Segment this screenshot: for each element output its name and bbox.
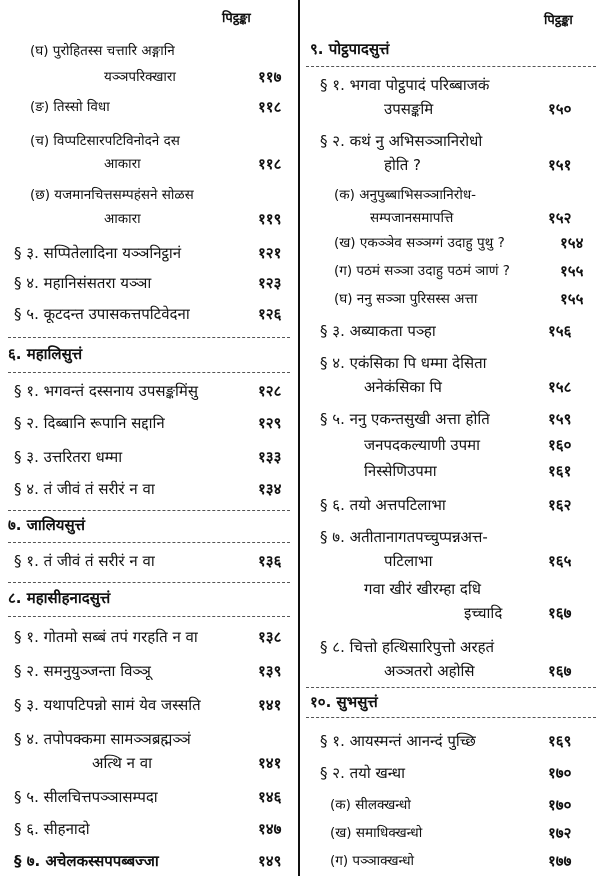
page-number: १५१ bbox=[548, 156, 572, 174]
toc-entry: अत्थि न वा bbox=[92, 754, 152, 772]
toc-entry: § ५. कूटदन्त उपासकत्तपटिवेदना bbox=[14, 305, 190, 323]
page-number: १२३ bbox=[258, 274, 282, 292]
toc-entry: § ३. उत्तरितरा धम्मा bbox=[14, 448, 123, 466]
page-number: १३३ bbox=[258, 448, 282, 466]
page-number: १६० bbox=[548, 436, 572, 454]
toc-entry: § ४. तपोपक्कमा सामञ्ञब्रह्मञ्ञं bbox=[14, 730, 191, 748]
toc-entry: § ३. अब्याकता पञ्हा bbox=[320, 322, 436, 340]
page-number: १४७ bbox=[258, 820, 282, 838]
section-rule bbox=[306, 66, 596, 67]
page-number: १५४ bbox=[560, 234, 584, 252]
toc-entry: (ग) पठमं सञ्ञा उदाहु पठमं ञाणं ? bbox=[334, 263, 510, 279]
section-rule bbox=[306, 687, 596, 688]
page-number: १२६ bbox=[258, 305, 282, 323]
toc-entry: § २. तयो खन्धा bbox=[320, 764, 406, 782]
toc-entry: § २. कथं नु अभिसञ्ञानिरोधो bbox=[320, 132, 483, 150]
toc-entry: § ८. चित्तो हत्थिसारिपुत्तो अरहतं bbox=[320, 638, 495, 656]
toc-entry: § ३. यथापटिपन्नो सामं येव जस्सति bbox=[14, 696, 201, 714]
section-rule bbox=[8, 616, 290, 617]
page-number: ११८ bbox=[258, 155, 282, 173]
toc-entry: अञ्ञतरो अहोसि bbox=[384, 662, 475, 680]
section-rule bbox=[8, 510, 290, 511]
toc-entry: (घ) पुरोहितस्स चत्तारि अङ्गानि bbox=[30, 43, 175, 59]
section-rule bbox=[8, 582, 290, 583]
toc-entry: गवा खीरं खीरम्हा दधि bbox=[364, 580, 482, 598]
sutta-heading: ७. जालियसुत्तं bbox=[8, 516, 85, 534]
page-number: १७२ bbox=[548, 824, 572, 842]
page-number: १७० bbox=[548, 796, 572, 814]
toc-entry: (घ) ननु सञ्ञा पुरिसस्स अत्ता bbox=[334, 291, 478, 307]
page-number: १५५ bbox=[560, 262, 584, 280]
page-number: १३९ bbox=[258, 662, 282, 680]
toc-entry: § १. गोतमो सब्बं तपं गरहति न वा bbox=[14, 628, 198, 646]
page-number: १३८ bbox=[258, 628, 282, 646]
toc-entry: § ७. अतीतानागतपच्चुप्पन्नअत्त- bbox=[320, 528, 488, 546]
toc-entry: § ५. ननु एकन्तसुखी अत्ता होति bbox=[320, 410, 490, 428]
toc-entry: § ४. एकंसिका पि धम्मा देसिता bbox=[320, 354, 487, 372]
toc-entry: § ७. अचेलकस्सपपब्बज्जा bbox=[14, 852, 159, 870]
page-number: १४१ bbox=[258, 696, 282, 714]
page-number: १२९ bbox=[258, 414, 282, 432]
toc-entry: § १. भगवा पोट्ठपादं परिब्बाजकं bbox=[320, 76, 490, 94]
column-divider bbox=[298, 0, 300, 876]
page-number: १२८ bbox=[258, 382, 282, 400]
section-rule bbox=[8, 337, 290, 338]
toc-entry: § ४. महानिसंसतरा यञ्ञा bbox=[14, 274, 152, 292]
toc-entry: § १. भगवन्तं दस्सनाय उपसङ्कमिंसु bbox=[14, 382, 199, 400]
page-number: १७० bbox=[548, 764, 572, 782]
page-number: १६७ bbox=[548, 662, 572, 680]
toc-entry: § २. समनुयुञ्जन्ता विञ्ञू bbox=[14, 662, 151, 680]
toc-entry: (छ) यजमानचित्तसम्पहंसने सोळस bbox=[30, 187, 194, 203]
page-number: १६१ bbox=[548, 462, 572, 480]
page-number: १२१ bbox=[258, 244, 282, 262]
toc-entry: इच्चादि bbox=[464, 604, 503, 622]
page-number: १६९ bbox=[548, 732, 572, 750]
toc-entry: सम्पजानसमापत्ति bbox=[370, 210, 454, 226]
toc-entry: होति ? bbox=[384, 156, 422, 174]
toc-entry: आकारा bbox=[104, 156, 141, 172]
toc-entry: (ख) समाधिक्खन्धो bbox=[330, 825, 423, 841]
page-number: १५२ bbox=[548, 209, 572, 227]
toc-entry: § १. तं जीवं तं सरीरं न वा bbox=[14, 552, 155, 570]
page-number: १६७ bbox=[548, 604, 572, 622]
page-number: १४९ bbox=[258, 852, 282, 870]
toc-entry: (ख) एकञ्ञेव सञ्ञग्गं उदाहु पुथु ? bbox=[334, 235, 505, 251]
toc-entry: § ६. तयो अत्तपटिलाभा bbox=[320, 496, 446, 514]
section-rule bbox=[8, 542, 290, 543]
toc-entry: § १. आयस्मन्तं आनन्दं पुच्छि bbox=[320, 732, 476, 750]
page-number: १५६ bbox=[548, 322, 572, 340]
toc-entry: § ३. सप्पितेलादिना यञ्ञनिट्ठानं bbox=[14, 244, 182, 262]
sutta-heading: ६. महालिसुत्तं bbox=[8, 345, 83, 363]
page-number: १४६ bbox=[258, 788, 282, 806]
toc-entry: § ६. सीहनादो bbox=[14, 820, 90, 838]
page-number: ११८ bbox=[258, 98, 282, 116]
toc-entry: (ग) पञ्ञाक्खन्धो bbox=[330, 853, 415, 869]
section-rule bbox=[306, 717, 596, 718]
toc-entry: (क) अनुपुब्बाभिसञ्ञानिरोध- bbox=[334, 187, 476, 203]
page-column-header: पिट्ठङ्का bbox=[222, 11, 251, 26]
sutta-heading: ८. महासीहनादसुत्तं bbox=[8, 589, 111, 607]
toc-entry: (च) विप्पटिसारपटिविनोदने दस bbox=[30, 133, 180, 149]
page-number: ११९ bbox=[258, 210, 282, 228]
page-number: ११७ bbox=[258, 68, 282, 86]
toc-entry: § ४. तं जीवं तं सरीरं न वा bbox=[14, 480, 155, 498]
page-number: १६५ bbox=[548, 552, 572, 570]
toc-entry: § २. दिब्बानि रूपानि सद्दानि bbox=[14, 414, 165, 432]
toc-entry: पटिलाभा bbox=[384, 552, 433, 570]
page-number: १५८ bbox=[548, 378, 572, 396]
toc-entry: आकारा bbox=[104, 211, 141, 227]
toc-entry: § ५. सीलचित्तपञ्ञासम्पदा bbox=[14, 788, 158, 806]
page-number: १६२ bbox=[548, 496, 572, 514]
page-number: १३४ bbox=[258, 480, 282, 498]
page-number: १४१ bbox=[258, 754, 282, 772]
toc-entry: उपसङ्कमि bbox=[384, 100, 434, 118]
page-number: १५५ bbox=[560, 290, 584, 308]
page-number: १५९ bbox=[548, 410, 572, 428]
toc-entry: यञ्ञपरिक्खारा bbox=[104, 69, 176, 85]
sutta-heading: ९. पोट्ठपादसुत्तं bbox=[310, 40, 390, 58]
page-number: १३६ bbox=[258, 552, 282, 570]
toc-entry: अनेकंसिका पि bbox=[364, 378, 442, 396]
toc-entry: जनपदकल्याणी उपमा bbox=[364, 436, 480, 454]
toc-entry: निस्सेणिउपमा bbox=[364, 462, 437, 480]
sutta-heading: १०. सुभसुत्तं bbox=[310, 693, 378, 711]
section-rule bbox=[8, 372, 290, 373]
toc-entry: (क) सीलक्खन्धो bbox=[330, 797, 411, 813]
page-number: १५० bbox=[548, 100, 572, 118]
page-column-header: पिट्ठङ्का bbox=[544, 13, 573, 28]
page-number: १७७ bbox=[548, 852, 572, 870]
toc-entry: (ङ) तिस्सो विधा bbox=[30, 99, 110, 115]
